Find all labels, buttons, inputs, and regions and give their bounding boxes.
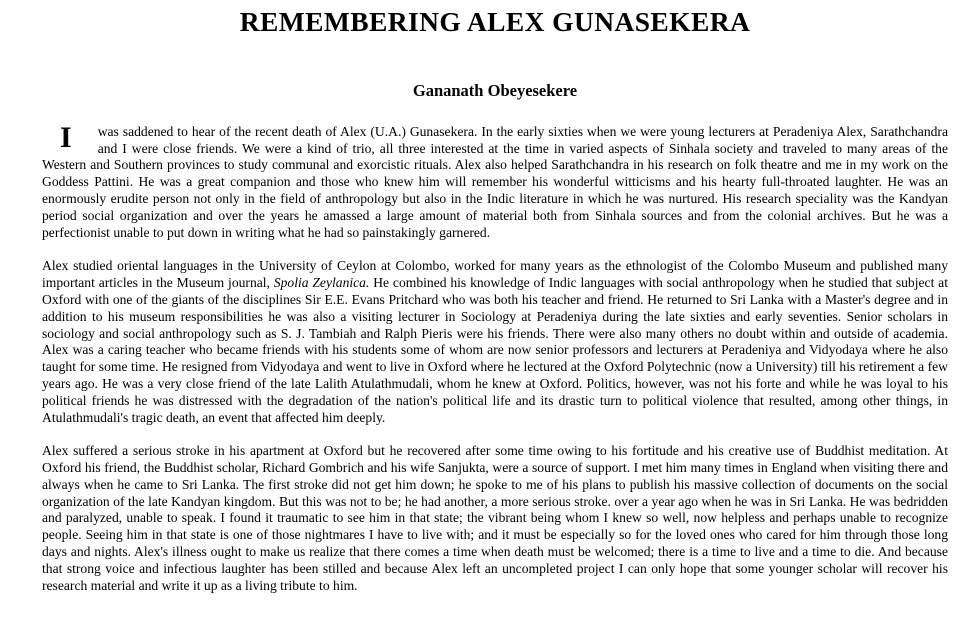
paragraph-1-text: was saddened to hear of the recent death of Alex (U.A.) Gunasekera. In the early sixties when we were young lecturers at Peradeniya Alex, Sarathchandra and I were close friends. We were a kind of trio, all three interested at the time in varied aspects of Sinhala society and traveled to many areas of the Western and Southern provinces to study communal and exorcistic rituals. Alex also helped Sarathchandra in his research on folk theatre and me in my work on the Goddess Pattini. He was a great companion and those who knew him will remember his wonderful witticisms and his hearty full-throated laughter. He was an enormously erudite person not only in the field of anthropology but also in the Indic literature in which he was nurtured. His research speciality was the Kandyan period social organization and over the years he amassed a large amount of material both from Sinhala sources and from the colonial archives. But he was a perfectionist unable to put down in writing what he had so painstakingly garnered.	[42, 123, 948, 240]
paragraph-2	[42, 242, 948, 427]
paragraph-3	[42, 427, 948, 595]
drop-cap: I	[60, 120, 72, 154]
author-byline: Gananath Obeyesekere	[412, 80, 578, 100]
paragraph-2-text-before-journal: Alex studied oriental languages in the University of Ceylon at Colombo, worked for many years as the ethnologist of the Colombo Museum and published many important articles in the Museum journal,	[42, 258, 948, 291]
journal-title-italic: Spolia Zeylanica.	[273, 275, 370, 291]
paragraph-1	[42, 100, 948, 242]
page-title: REMEMBERING ALEX GUNASEKERA	[239, 6, 751, 37]
paragraph-2-text-after-journal: He combined his knowledge of Indic languages with social anthropology when he studied that subject at Oxford with one of the giants of the disciplines Sir E.E. Evans Pritchard who was both his teacher and friend. He returned to Sri Lanka with a Master's degree and in addition to his museum responsibilities he was also a visiting lecturer in Sociology at Peradeniya during the late sixties and early seventies. Senior scholars in sociology and social anthropology such as S. J. Tambiah and Ralph Pieris were his friends. There were also many others no doubt within and outside of academia. Alex was a caring teacher who became friends with his students some of whom are now senior professors and lecturers at Peradeniya and Vidyodaya where he also taught for some time. He resigned from Vidyodaya and went to live in Oxford where he lectured at the Oxford Polytechnic (now a University) till his retirement a few years ago. He was a very close friend of the late Lalith Atulathmudali, whom he knew at Oxford. Politics, however, was not his forte and while he was loyal to his political friends he was distressed with the degradation of the nation's political life and its drastic turn to political violence that resulted, among other things, in Atulathmudali's tragic death, an event that affected him deeply.	[42, 275, 948, 425]
paragraph-3-text: Alex suffered a serious stroke in his apartment at Oxford but he recovered after some time owing to his fortitude and his creative use of Buddhist meditation. At Oxford his friend, the Buddhist scholar, Richard Gombrich and his wife Sanjukta, were a source of support. I met him many times in England when visiting there and always when he came to Sri Lanka. The first stroke did not get him down; he spoke to me of his plans to publish his massive collection of documents on the social organization of the late Kandyan kingdom. But this was not to be; he had another, a more serious stroke. over a year ago when he was in Sri Lanka. He was bedridden and paralyzed, unable to speak. I found it traumatic to see him in that state; the vibrant being whom I knew so well, now helpless and perhaps unable to recognize people. Seeing him in that state is one of those nightmares I have to live with; and it must be especially so for the loved ones who cared for him through those long days and nights. Alex's illness ought to make us realize that there comes a time when death must be welcomed; there is a time to live and a time to die. And because that strong voice and infectious laughter has been stilled and because Alex left an uncompleted project I can only hope that some younger scholar will recover his research material and write it up as a living tribute to him.	[42, 443, 948, 593]
